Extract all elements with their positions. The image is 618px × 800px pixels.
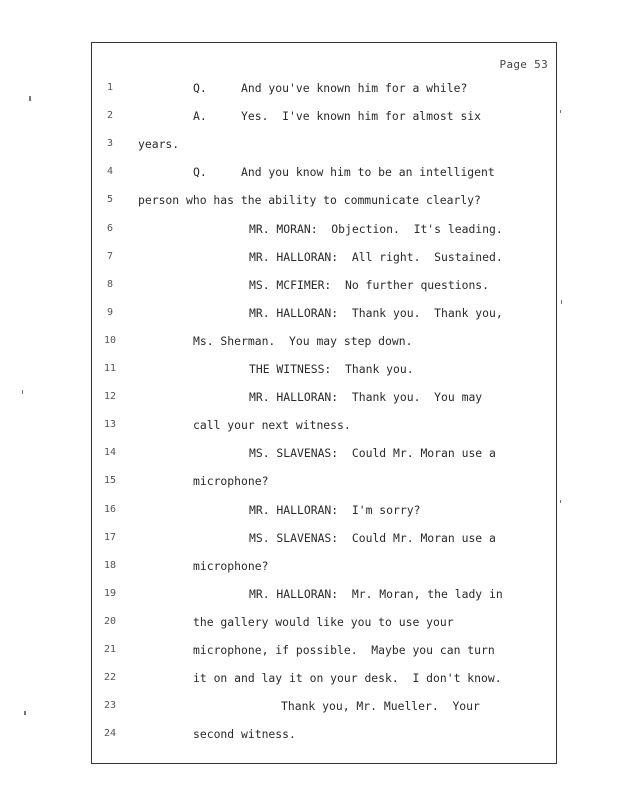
transcript-line	[92, 250, 558, 268]
line-number: 15	[103, 475, 117, 487]
line-number: 22	[103, 672, 117, 684]
scan-speck	[24, 711, 26, 715]
line-text: person who has the ability to communicate clearly?	[138, 193, 481, 208]
transcript-line	[92, 643, 558, 661]
line-number: 4	[106, 166, 114, 178]
line-number: 11	[103, 363, 117, 374]
line-text: Ms. Sherman. You may step down.	[193, 333, 413, 348]
transcript-page	[91, 42, 557, 764]
line-text: Q. And you know him to be an intelligent	[193, 165, 495, 180]
transcript-line	[92, 278, 558, 296]
transcript-line	[92, 222, 558, 240]
line-number: 23	[103, 700, 117, 712]
scan-speck	[560, 500, 561, 503]
scan-speck	[22, 390, 23, 394]
line-number: 12	[103, 391, 117, 403]
transcript-line	[92, 615, 558, 633]
line-text: MS. MCFIMER: No further questions.	[249, 277, 490, 292]
line-text: MS. SLAVENAS: Could Mr. Moran use a	[249, 530, 496, 545]
line-number: 5	[106, 194, 114, 206]
line-text: MR. HALLORAN: Mr. Moran, the lady in	[249, 586, 503, 601]
line-text: MR. HALLORAN: Thank you. Thank you,	[249, 305, 503, 320]
scan-speck	[560, 110, 561, 113]
line-text: microphone?	[193, 558, 269, 573]
line-number: 9	[106, 306, 114, 318]
line-number: 21	[103, 644, 117, 655]
line-number: 19	[103, 587, 117, 599]
transcript-line	[92, 109, 558, 127]
transcript-line	[92, 306, 558, 324]
transcript-line	[92, 503, 558, 521]
line-text: microphone, if possible. Maybe you can turn	[193, 643, 495, 657]
transcript-line	[92, 334, 558, 352]
line-text: second witness.	[193, 727, 296, 742]
line-text: A. Yes. I've known him for almost six	[193, 109, 482, 124]
line-text: the gallery would like you to use your	[193, 614, 454, 629]
line-text: it on and lay it on your desk. I don't know.	[193, 671, 502, 686]
line-text: MS. SLAVENAS: Could Mr. Moran use a	[249, 446, 496, 461]
line-number: 17	[103, 531, 117, 543]
line-text: MR. HALLORAN: All right. Sustained.	[249, 249, 503, 264]
transcript-line	[92, 137, 558, 155]
line-number: 13	[103, 419, 117, 431]
transcript-line	[92, 418, 558, 436]
line-number: 1	[106, 82, 114, 93]
transcript-line	[92, 671, 558, 689]
line-text: THE WITNESS: Thank you.	[249, 362, 414, 376]
line-text: MR. HALLORAN: I'm sorry?	[249, 502, 421, 517]
line-text: microphone?	[193, 474, 269, 489]
transcript-line	[92, 727, 558, 745]
line-text: MR. HALLORAN: Thank you. You may	[249, 390, 483, 405]
line-number: 7	[106, 250, 114, 262]
line-number: 10	[103, 334, 117, 346]
transcript-line	[92, 390, 558, 408]
transcript-line	[92, 531, 558, 549]
transcript-line	[92, 474, 558, 492]
line-number: 14	[103, 447, 117, 459]
line-text: Q. And you've known him for a while?	[193, 81, 468, 95]
line-number: 20	[103, 615, 117, 627]
transcript-line	[92, 165, 558, 183]
line-number: 2	[106, 110, 114, 122]
line-number: 8	[106, 278, 114, 290]
line-number: 3	[106, 138, 114, 150]
transcript-line	[92, 559, 558, 577]
transcript-line	[92, 81, 558, 99]
line-number: 6	[106, 222, 114, 234]
line-number: 18	[103, 559, 117, 571]
transcript-line	[92, 587, 558, 605]
transcript-line	[92, 193, 558, 211]
line-text: MR. MORAN: Objection. It's leading.	[249, 221, 503, 236]
transcript-line	[92, 699, 558, 717]
page-number: Page 53	[499, 58, 548, 71]
line-text: call your next witness.	[193, 418, 351, 433]
line-number: 16	[103, 503, 117, 515]
scan-speck	[29, 96, 31, 101]
line-text: Thank you, Mr. Mueller. Your	[281, 699, 480, 714]
line-text: years.	[138, 137, 180, 152]
transcript-line	[92, 446, 558, 464]
line-number: 24	[103, 728, 117, 740]
scan-speck	[561, 300, 562, 304]
transcript-line	[92, 362, 558, 380]
